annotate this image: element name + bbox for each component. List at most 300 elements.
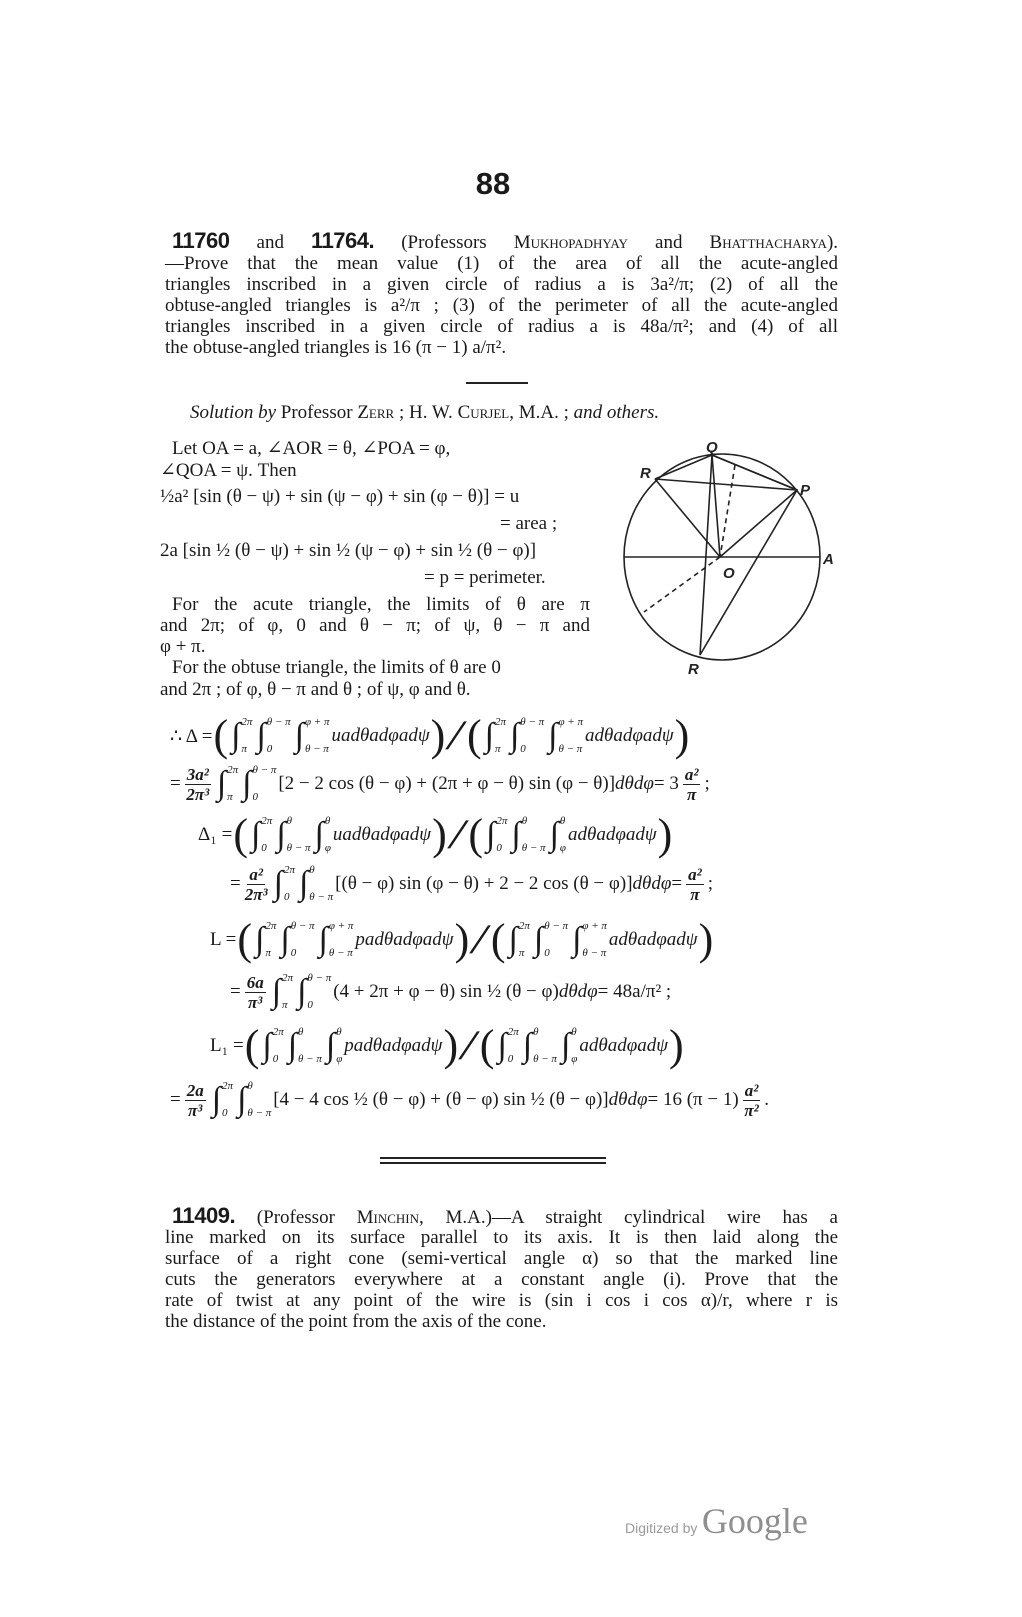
radius-OQ [712,455,720,557]
numerator: 6a [246,972,264,992]
lower-limit: φ [336,1053,343,1065]
lower-limit: θ − π [309,891,334,903]
division-slash: / [444,812,471,858]
integral-sign-icon: ∫ [318,921,328,958]
integral [572,920,607,960]
text: and [229,232,312,253]
integral-sign-icon: ∫ [216,765,227,802]
integral [295,716,330,756]
integral-sign-icon: ∫ [287,1027,298,1064]
integral-limits [309,864,333,904]
math-text: [(θ − φ) sin (φ − θ) + 2 − 2 cos (θ − φ)] [335,873,633,894]
denominator: π³ [248,992,263,1012]
denominator: π² [744,1100,759,1120]
lower-limit: 0 [283,891,290,903]
integral-sign-icon: ∫ [262,1027,272,1064]
integral-sign-icon: ∫ [549,816,559,853]
author-name: Curjel [457,402,510,423]
problem-number: 11764. [311,228,375,253]
integral-sign-icon: ∫ [484,717,494,754]
integral [274,864,295,904]
integral-sign-icon: ∫ [256,717,266,754]
math-text: Δ₁ = [198,824,233,845]
denominator: π³ [188,1100,203,1120]
integral-limits [560,815,566,855]
integral [251,815,272,855]
text-line: 2a [sin ½ (θ − ψ) + sin ½ (ψ − φ) + sin ½ (θ − φ)] [160,540,537,561]
integral [280,920,314,960]
text-line: Let OA = a, ∠AOR = θ, ∠POA = φ, [172,438,451,459]
upper-limit: φ + π [558,716,583,728]
integral-sign-icon: ∫ [533,921,544,958]
parenthesis: ) [698,915,714,964]
fraction [686,865,704,904]
integral [510,716,544,756]
integral-limits [261,815,272,855]
math-italic: adθadφadψ [608,929,698,950]
integral [255,920,276,960]
label-R: R [640,465,651,482]
integral [511,815,545,855]
numerator: a² [249,864,263,884]
lower-limit: 0 [307,999,313,1011]
lower-limit: 0 [261,842,267,854]
math-italic: dθdφ [558,981,598,1002]
equation-line [230,862,713,906]
math-text: = [671,873,683,894]
integral-sign-icon: ∫ [548,717,558,754]
page-number: 88 [475,166,511,201]
math-italic: dθdφ [632,873,672,894]
integral [288,1026,322,1066]
upper-limit: θ [336,1026,342,1038]
integral-limits [253,764,277,804]
text-line: = area ; [500,513,558,534]
division-slash: / [466,917,494,963]
integral [212,1080,233,1120]
integral [561,1026,577,1066]
equation-line [170,762,710,806]
integral-limits [287,815,311,855]
text-line: —Prove that the mean value (1) of the area of all the acute-angled [165,253,838,274]
lower-limit: π [282,999,288,1011]
integral [262,1026,283,1066]
text-line: rate of twist at any point of the wire is (sin i cos i cos α)/r, where r is [165,1290,838,1311]
integral-limits [571,1026,577,1066]
lower-limit: π [241,743,247,755]
fraction [743,1081,761,1120]
upper-limit: φ + π [304,716,330,728]
text: , M.A. ; [509,402,574,423]
math-text: = 16 (π − 1) [647,1089,739,1110]
dashed-line [720,465,735,557]
integral-sign-icon: ∫ [276,816,286,853]
integral-limits [544,920,568,960]
solution-heading [190,403,659,423]
upper-limit: 2π [272,1026,284,1038]
integral [217,764,238,804]
text-line: φ + π. [160,636,206,657]
math-text: ; [704,773,710,794]
upper-limit: θ [559,815,566,827]
lower-limit: 0 [290,947,297,959]
numerator: a² [688,864,702,884]
integral-limits [520,716,544,756]
integral-sign-icon: ∫ [242,765,252,802]
lower-limit: θ − π [247,1107,272,1119]
text-line: ∠QOA = ψ. Then [160,460,297,481]
upper-limit: θ [286,815,293,827]
fraction [245,865,268,904]
lower-limit: π [227,791,233,803]
parenthesis: ( [244,1021,260,1070]
lower-limit: 0 [222,1107,228,1119]
integral-sign-icon: ∫ [497,1027,507,1064]
math-text: = 48a/π² ; [597,981,672,1002]
integral-limits [227,764,238,804]
equation-line [230,970,671,1014]
text: ; H. W. [394,402,458,423]
integral-sign-icon: ∫ [572,921,582,958]
integral [548,716,583,756]
lower-limit: θ − π [533,1053,557,1065]
author-name: Bhatthacharya [709,232,827,253]
lower-limit: θ − π [328,947,353,959]
integral [534,920,568,960]
lower-limit: 0 [520,743,526,755]
text-line: the obtuse-angled triangles is 16 (π − 1) a/π². [165,337,507,358]
parenthesis: ) [430,711,446,760]
upper-limit: θ [571,1026,577,1038]
integral-sign-icon: ∫ [511,816,521,853]
math-text: = [230,873,241,894]
integral-limits [247,1080,271,1120]
upper-limit: 2π [261,815,273,827]
lower-limit: θ − π [558,743,583,755]
problem-heading [172,1203,838,1228]
upper-limit: θ [521,815,528,827]
math-italic: dθdφ [608,1089,648,1110]
text: (Professors [374,232,514,253]
integral-limits [336,1026,342,1066]
upper-limit: θ [533,1026,539,1038]
author-name: Mukhopadhyay [513,232,628,253]
text-line: For the obtuse triangle, the limits of θ are 0 [172,657,501,678]
parenthesis: ( [468,810,484,859]
upper-limit: φ + π [328,920,354,932]
integral-limits [533,1026,557,1066]
label-R: R [688,661,699,678]
divider [466,382,528,384]
parenthesis: ( [479,1021,495,1070]
integral-limits [325,815,331,855]
google-logo: Google [701,1501,808,1541]
upper-limit: θ − π [307,972,332,984]
integral [509,920,530,960]
denominator: 2π³ [186,784,210,804]
equation-line [170,711,690,760]
numerator: a² [684,764,699,784]
math-italic: adθadφadψ [579,1035,669,1056]
lower-limit: θ − π [304,743,329,755]
lower-limit: π [494,743,501,755]
upper-limit: 2π [283,864,295,876]
integral-sign-icon: ∫ [509,717,520,754]
denominator: π [690,884,700,904]
lower-limit: θ − π [521,842,546,854]
math-text: L₁ = [210,1035,244,1056]
integral-sign-icon: ∫ [522,1027,533,1064]
lower-limit: π [265,947,271,959]
parenthesis: ) [443,1021,459,1070]
integral-limits [305,716,330,756]
lower-limit: 0 [266,743,273,755]
integral [231,716,252,756]
text-line: ½a² [sin (θ − ψ) + sin (ψ − φ) + sin (φ − θ)] = u [160,486,520,507]
double-divider-top [380,1157,606,1159]
math-italic: uadθadφadψ [331,725,430,746]
integral-limits [265,920,276,960]
lower-limit: θ − π [582,947,607,959]
parenthesis: ( [466,711,482,760]
lower-limit: θ − π [298,1053,322,1065]
parenthesis: ) [432,810,447,859]
integral [276,815,310,855]
denominator: π [687,784,697,804]
lower-limit: 0 [496,842,502,854]
text-line: cuts the generators everywhere at a constant angle (i). Prove that the [165,1269,838,1290]
integral-limits [508,1026,519,1066]
math-text: [4 − 4 cos ½ (θ − φ) + (θ − φ) sin ½ (θ − φ)] [273,1089,609,1110]
upper-limit: θ [247,1080,253,1092]
math-text: ; [707,873,713,894]
equation-line [210,915,714,964]
problem-number: 11760 [172,228,230,253]
integral-sign-icon: ∫ [297,973,307,1010]
integral-sign-icon: ∫ [280,921,290,958]
math-italic: padθadφadψ [344,1035,443,1056]
math-text: = 3 [653,773,679,794]
integral-sign-icon: ∫ [255,921,265,958]
integral-limits [298,1026,322,1066]
text: ). [826,232,839,253]
math-italic: adθadφadψ [567,824,657,845]
integral [485,716,506,756]
text-line: For the acute triangle, the limits of θ are π [172,594,590,615]
integral-sign-icon: ∫ [237,1081,247,1118]
integral-limits [495,716,506,756]
lower-limit: 0 [544,947,550,959]
division-slash: / [455,1023,483,1069]
math-text: L = [210,929,237,950]
text: and others. [573,402,660,423]
integral-limits [267,716,291,756]
label-O: O [723,565,735,582]
parenthesis: ( [490,915,506,964]
integral-limits [307,972,331,1012]
problem-number: 11409. [172,1203,236,1228]
math-text: [2 − 2 cos (θ − φ) + (2π + φ − θ) sin (φ − θ)] [278,773,616,794]
numerator: a² [744,1080,759,1100]
lower-limit: 0 [252,791,258,803]
radius-OP [720,490,797,557]
math-italic: uadθadφadψ [332,824,432,845]
text: Professor [276,402,358,423]
text: and [627,232,710,253]
math-text: . [764,1089,770,1110]
double-divider-bottom [380,1162,606,1164]
text-line: line marked on its surface parallel to its axis. It is then laid along the [165,1227,838,1248]
math-italic: adθadφadψ [584,725,674,746]
label-A: A [823,551,834,568]
integral-sign-icon: ∫ [486,816,496,853]
math-text: ∴ Δ = [170,725,213,747]
upper-limit: θ − π [544,920,569,932]
math-text: = [230,981,241,1002]
upper-limit: 2π [507,1026,519,1038]
author-name: Minchin [356,1207,420,1228]
text-line: surface of a right cone (semi-vertical angle α) so that the marked line [165,1248,838,1269]
integral-limits [558,716,583,756]
denominator: 2π³ [244,884,268,904]
fraction [245,973,266,1012]
upper-limit: 2π [494,716,506,728]
problem-heading [172,228,839,253]
text-line: obtuse-angled triangles is a²/π ; (3) of the perimeter of all the acute-angled [165,295,838,316]
lower-limit: 0 [507,1053,514,1065]
math-italic: padθadφadψ [355,929,454,950]
upper-limit: θ [324,815,331,827]
integral [256,716,290,756]
integral-limits [496,815,507,855]
integral-sign-icon: ∫ [325,1027,336,1064]
numerator: 3a² [186,764,209,784]
integral [242,764,276,804]
integral-limits [241,716,252,756]
fraction [683,765,701,804]
upper-limit: θ [298,1026,304,1038]
math-text: = [170,1089,181,1110]
text: (Professor [235,1207,357,1228]
integral-limits [582,920,607,960]
integral-limits [282,972,293,1012]
integral-limits [522,815,546,855]
upper-limit: θ [309,864,315,876]
parenthesis: ( [237,915,253,964]
parenthesis: ) [669,1021,684,1070]
upper-limit: θ − π [266,716,291,728]
integral-sign-icon: ∫ [508,921,518,958]
label-P: P [800,482,811,499]
integral-sign-icon: ∫ [231,717,241,754]
integral-limits [284,864,295,904]
upper-limit: 2π [518,920,530,932]
text-line: the distance of the point from the axis of the cone. [165,1311,547,1332]
upper-limit: 2π [241,716,253,728]
integral-limits [329,920,354,960]
integral [319,920,354,960]
lower-limit: 0 [272,1053,279,1065]
parenthesis: ) [454,915,470,964]
math-text: = [170,773,181,794]
lower-limit: φ [571,1053,578,1065]
division-slash: / [442,713,470,759]
lower-limit: θ − π [286,842,311,854]
integral [297,972,331,1012]
integral [486,815,507,855]
text-line: triangles inscribed in a given circle of radius a is 3a²/π; (2) of all the [165,274,838,295]
math-italic: dθdφ [615,773,654,794]
upper-limit: 2π [496,815,508,827]
integral [326,1026,342,1066]
author-name: Zerr [357,402,395,423]
watermark-text: Digitized by [625,1520,698,1536]
upper-limit: 2π [265,920,277,932]
integral [550,815,566,855]
text: Solution by [190,402,277,423]
parenthesis: ( [213,711,229,760]
circle-triangle-figure [610,440,840,680]
digitized-by-google-watermark [625,1500,808,1542]
integral-limits [519,920,530,960]
integral-sign-icon: ∫ [560,1027,571,1064]
integral [237,1080,271,1120]
integral [299,864,333,904]
upper-limit: 2π [227,764,239,776]
integral-sign-icon: ∫ [314,816,324,853]
fraction [185,765,211,804]
integral-limits [273,1026,284,1066]
dashed-line [644,557,720,612]
text: , M.A.)—A straight cylindrical wire has a [419,1207,838,1228]
integral [272,972,293,1012]
upper-limit: 2π [282,972,294,984]
parenthesis: ) [657,810,673,859]
lower-limit: φ [559,842,566,854]
integral-sign-icon: ∫ [298,865,309,902]
lower-limit: π [518,947,525,959]
text-line: triangles inscribed in a given circle of radius a is 48a/π²; and (4) of all [165,316,838,337]
equation-line [198,810,673,859]
integral-limits [222,1080,233,1120]
integral-sign-icon: ∫ [273,865,283,902]
integral [523,1026,557,1066]
parenthesis: ( [233,810,248,859]
math-text: (4 + 2π + φ − θ) sin ½ (θ − φ) [333,981,559,1002]
upper-limit: θ − π [520,716,545,728]
fraction [185,1081,206,1120]
upper-limit: θ − π [290,920,315,932]
lower-limit: φ [324,842,331,854]
integral [497,1026,518,1066]
text-line: = p = perimeter. [424,567,546,588]
upper-limit: θ − π [252,764,277,776]
integral-sign-icon: ∫ [294,717,304,754]
label-Q: Q [706,440,718,456]
upper-limit: φ + π [582,920,607,932]
integral [314,815,330,855]
numerator: 2a [186,1080,204,1100]
text-line: and 2π; of φ, 0 and θ − π; of ψ, θ − π and [160,615,590,636]
integral-limits [291,920,315,960]
integral-sign-icon: ∫ [271,973,282,1010]
integral-sign-icon: ∫ [211,1081,222,1118]
equation-line [170,1078,769,1122]
equation-line [210,1021,685,1070]
text-line: and 2π ; of φ, θ − π and θ ; of ψ, φ and θ. [160,679,471,700]
parenthesis: ) [674,711,690,760]
integral-sign-icon: ∫ [250,816,261,853]
